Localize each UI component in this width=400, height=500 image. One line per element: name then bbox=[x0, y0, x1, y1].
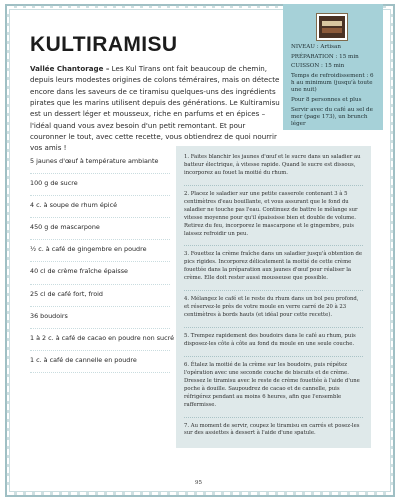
info-cooling-time: Temps de refroidissement : 6 h au minimum (jusqu'à toute une nuit) bbox=[291, 72, 374, 94]
info-serving-suggestion: Servir avec du café au sel de mer (page 173), un brunch léger bbox=[291, 106, 373, 127]
recipe-info-box bbox=[283, 4, 383, 130]
recipe-step: 5. Trempez rapidement des boudoirs dans le café au rhum, puis disposez-les côte à côte au fond du moule en une seule couche. bbox=[184, 333, 363, 357]
recipe-step: 2. Placez le saladier sur une petite casserole contenant 3 à 5 centimètres d'eau bouillante, et vous assurant que le fond du saladier ne touche pas l'eau. Continuez de battre le mélange sur vitesse moyenne pour qu'il épaississe bien et double de volume. Retirez du feu, incorporez le mascarpone et le gingembre, puis laissez refroidir un peu. bbox=[184, 191, 363, 247]
ingredient-item: 100 g de sucre bbox=[30, 174, 170, 196]
tiramisu-thumbnail-icon bbox=[317, 14, 347, 40]
recipe-step: 7. Au moment de servir, coupez le tiramisu en carrés et posez-les sur des assiettes à dessert à l'aide d'une spatule. bbox=[184, 422, 360, 437]
ingredient-item: 4 c. à soupe de rhum épicé bbox=[30, 196, 170, 218]
ingredient-item: 1 c. à café de cannelle en poudre bbox=[30, 351, 170, 373]
info-level: NIVEAU : Artisan bbox=[291, 44, 341, 50]
recipe-step: 3. Fouettez la crème fraîche dans un saladier jusqu'à obtention de pics rigides. Incorporez délicatement la moitié de cette crème fouettée dans la préparation aux jaunes d'œuf pour réaliser la crème. Elle doit rester aussi mousseuse que possible. bbox=[184, 251, 363, 291]
recipe-step: 1. Faites blanchir les jaunes d'œuf et le sucre dans un saladier au batteur électrique, à vitesse rapide. Quand le sucre est dissous, incorporez au fouet la moitié du rhum. bbox=[184, 154, 363, 186]
border-pattern-left bbox=[6, 14, 9, 486]
info-prep-time: PRÉPARATION : 15 min bbox=[291, 53, 359, 60]
page-number: 95 bbox=[195, 480, 202, 486]
intro-text: Les Kul Tirans ont fait beaucoup de chemin, depuis leurs modestes origines de colons téméraires, mais on détecte encore dans les saveurs de ce tiramisu quelques-uns des ingrédients pirates que les marins utilisent depuis des générations. Le Kultiramisu est un dessert léger et mousseux, riche en parfums et en épices – l'idéal quand vous avez besoin d'un petit remontant. Et pour couronner le tout, avec cette recette, vous obtiendrez de quoi nourrir vos amis ! bbox=[30, 64, 280, 153]
border-pattern-bottom bbox=[14, 492, 386, 495]
ingredient-list bbox=[30, 152, 175, 373]
border-pattern-right bbox=[391, 14, 394, 486]
ingredient-item: 1 à 2 c. à café de cacao en poudre non sucré bbox=[30, 329, 170, 351]
recipe-step: 4. Mélangez le café et le reste du rhum dans un bol peu profond, et réservez-le près de votre moule en verre carré de 20 à 23 centimètres à bords hauts (et idéal pour cette recette). bbox=[184, 296, 363, 328]
recipe-title: KULTIRAMISU bbox=[30, 33, 178, 56]
ingredient-item: ½ c. à café de gingembre en poudre bbox=[30, 240, 170, 262]
ingredient-item: 36 boudoirs bbox=[30, 307, 170, 329]
recipe-steps bbox=[176, 146, 371, 448]
recipe-step: 6. Étalez la moitié de la crème sur les boudoirs, puis répétez l'opération avec une seconde couche de biscuits et de crème. Dressez le tiramisu avec le reste de crème fouettée à l'aide d'une poche à douille. Saupoudrez de cacao et de cannelle, puis réfrigérez pendant au moins 6 heures, afin que l'ensemble raffermisse. bbox=[184, 362, 363, 418]
intro-location: Vallée Chantorage – bbox=[30, 64, 110, 73]
info-cook-time: CUISSON : 15 min bbox=[291, 63, 345, 70]
info-servings: Pour 8 personnes et plus bbox=[291, 96, 362, 103]
ingredient-item: 40 cl de crème fraîche épaisse bbox=[30, 262, 170, 284]
recipe-intro bbox=[30, 63, 280, 154]
ingredient-item: 450 g de mascarpone bbox=[30, 218, 170, 240]
ingredient-item: 5 jaunes d'œuf à température ambiante bbox=[30, 152, 170, 174]
ingredient-item: 25 cl de café fort, froid bbox=[30, 285, 170, 307]
